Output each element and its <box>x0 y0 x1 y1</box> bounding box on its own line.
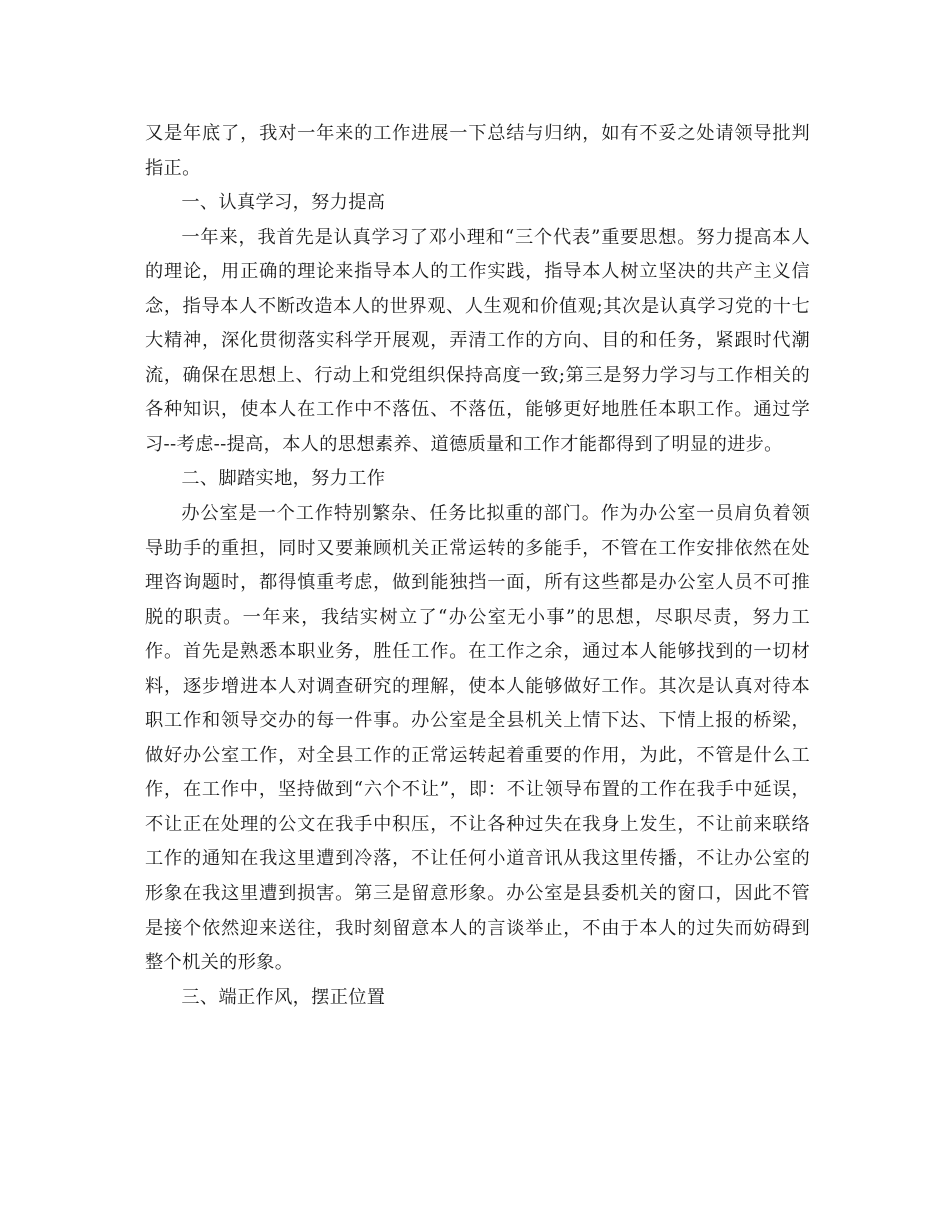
section-3-heading: 三、端正作风，摆正位置 <box>181 986 386 1008</box>
document-page <box>145 117 810 1015</box>
intro-paragraph: 又是年底了，我对一年来的工作进展一下总结与归纳，如有不妥之处请领导批判指正。 <box>145 123 810 179</box>
section-1-paragraph: 一年来，我首先是认真学习了邓小理和“三个代表”重要思想。努力提高本人的理论，用正确的理论来指导本人的工作实践，指导本人树立坚决的共产主义信念，指导本人不断改造本人的世界观、人生观和价值观;其次是认真学习党的十七大精神，深化贯彻落实科学开展观，弄清工作的方向、目的和任务，紧跟时代潮流，确保在思想上、行动上和党组织保持高度一致;第三是努力学习与工作相关的各种知识，使本人在工作中不落伍、不落伍，能够更好地胜任本职工作。通过学习--考虑--提高，本人的思想素养、道德质量和工作才能都得到了明显的进步。 <box>145 226 810 455</box>
section-2-heading: 二、脚踏实地，努力工作 <box>181 468 386 490</box>
section-2-paragraph: 办公室是一个工作特别繁杂、任务比拟重的部门。作为办公室一员肩负着领导助手的重担，同时又要兼顾机关正常运转的多能手，不管在工作安排依然在处理咨询题时，都得慎重考虑，做到能独挡一面，所有这些都是办公室人员不可推脱的职责。一年来，我结实树立了“办公室无小事”的思想，尽职尽责，努力工作。首先是熟悉本职业务，胜任工作。在工作之余，通过本人能够找到的一切材料，逐步增进本人对调查研究的理解，使本人能够做好工作。其次是认真对待本职工作和领导交办的每一件事。办公室是全县机关上情下达、下情上报的桥梁，做好办公室工作，对全县工作的正常运转起着重要的作用，为此，不管是什么工作，在工作中，坚持做到“六个不让”，即：不让领导布置的工作在我手中延误，不让正在处理的公文在我手中积压，不让各种过失在我身上发生，不让前来联络工作的通知在我这里遭到冷落，不让任何小道音讯从我这里传播，不让办公室的形象在我这里遭到损害。第三是留意形象。办公室是县委机关的窗口，因此不管是接个依然迎来送往，我时刻留意本人的言谈举止，不由于本人的过失而妨碍到整个机关的形象。 <box>145 503 810 974</box>
section-1-heading: 一、认真学习，努力提高 <box>181 192 386 214</box>
